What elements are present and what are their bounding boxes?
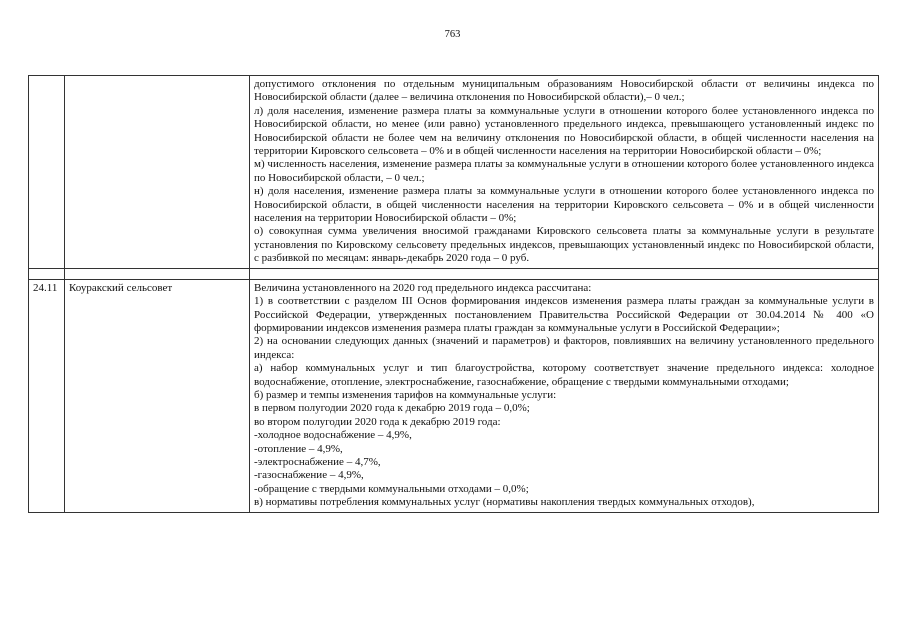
page-number: 763	[444, 29, 461, 40]
paragraph: во втором полугодии 2020 года к декабрю 2019 года:	[254, 415, 501, 428]
paragraph: л) доля населения, изменение размера платы за коммунальные услуги в отношении которого более установленного индекса по Новосибирской области, но менее (или равно) установленного предельного индекса, превышающего установленный индекс по Новосибирской области не более чем на величину отклонения по Новосибирской области, в общей численности населения на территории Кировского сельсовета – 0% и в общей численности населения на территории Новосибирской области – 0%;	[254, 104, 874, 158]
paragraph: о) совокупная сумма увеличения вносимой гражданами Кировского сельсовета платы за коммунальные услуги в результате установления по Кировскому сельсовету предельных индексов, превышающих установленный индекс по Новосибирской области, с разбивкой по месяцам: январь-декабрь 2020 года – 0 руб.	[254, 225, 874, 265]
paragraph: б) размер и темпы изменения тарифов на коммунальные услуги:	[254, 388, 557, 401]
paragraph: а) набор коммунальных услуг и тип благоустройства, которому соответствует значение предельного индекса: холодное водоснабжение, отопление, электроснабжение, газоснабжение, обращение с твердыми коммунальными отходами;	[254, 362, 874, 388]
description-cell	[250, 76, 879, 269]
municipality-name-cell: Коуракский сельсовет	[65, 279, 250, 512]
paragraph: в первом полугодии 2020 года к декабрю 2019 года – 0,0%;	[254, 402, 530, 415]
table-row	[29, 76, 879, 269]
paragraph: -отопление – 4,9%,	[254, 442, 343, 455]
municipality-name-cell	[65, 76, 250, 269]
paragraph: 1) в соответствии с разделом III Основ формирования индексов изменения размера платы граждан за коммунальные услуги в Российской Федерации, утвержденных постановлением Правительства Российской Федерации от 30.04.2014 № 400 «О формировании индексов изменения размера платы граждан за коммунальные услуги в Российской Федерации»;	[254, 295, 874, 334]
paragraph: Величина установленного на 2020 год предельного индекса рассчитана:	[254, 281, 592, 294]
paragraph: 2) на основании следующих данных (значений и параметров) и факторов, повлиявших на величину установленного предельного индекса:	[254, 335, 874, 361]
row-spacer	[29, 268, 879, 279]
row-number-cell	[29, 76, 65, 269]
row-number-cell: 24.11	[29, 279, 65, 512]
paragraph: м) численность населения, изменение размера платы за коммунальные услуги в отношении которого более установленного индекса по Новосибирской области, – 0 чел.;	[254, 158, 874, 184]
paragraph: допустимого отклонения по отдельным муниципальным образованиям Новосибирской области от величины индекса по Новосибирской области (далее – величина отклонения по Новосибирской области),– 0 чел.;	[254, 78, 874, 104]
description-cell	[250, 279, 879, 512]
paragraph: в) нормативы потребления коммунальных услуг (нормативы накопления твердых коммунальных отходов),	[254, 496, 755, 509]
paragraph: -обращение с твердыми коммунальными отходами – 0,0%;	[254, 482, 529, 495]
paragraph: н) доля населения, изменение размера платы за коммунальные услуги в отношении которого более установленного индекса по Новосибирской области, в общей численности населения на территории Кировского сельсовета – 0% и в общей численности населения на территории Новосибирской области – 0%;	[254, 185, 874, 225]
paragraph: -холодное водоснабжение – 4,9%,	[254, 429, 412, 442]
paragraph: -газоснабжение – 4,9%,	[254, 469, 364, 482]
content-table	[28, 75, 879, 513]
paragraph: -электроснабжение – 4,7%,	[254, 455, 381, 468]
table-row	[29, 279, 879, 512]
